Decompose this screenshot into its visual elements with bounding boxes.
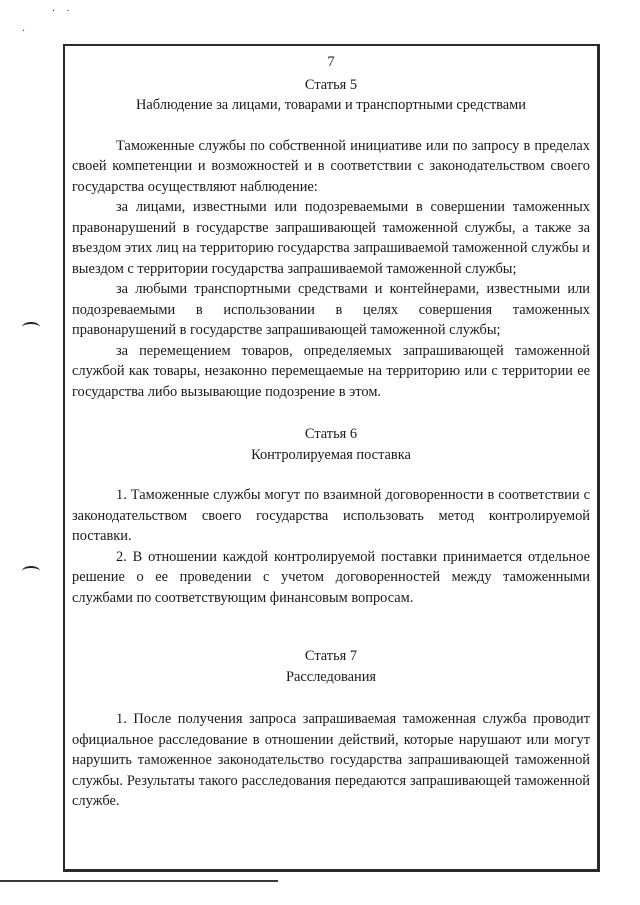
paragraph: за перемещением товаров, определяемых запрашивающей таможенной службой как товары, незаконно перемещаемые на территорию или с территории ее государства либо вызывающие подозрение в этом. — [72, 342, 590, 400]
article-title: Контролируемая поставка — [251, 446, 411, 463]
paragraph: за любыми транспортными средствами и контейнерами, известными или подозреваемыми в использовании в целях совершения таможенных правонарушений в государстве запрашивающей таможенной службы; — [72, 281, 590, 338]
article-title: Расследования — [285, 668, 377, 685]
paragraph: за лицами, известными или подозреваемыми в совершении таможенных правонарушений в государстве запрашивающей таможенной службы, а также за въездом этих лиц на территорию государства запрашиваемой таможенной службы и выездом с территории государства запрашиваемой таможенной службы; — [72, 199, 590, 277]
article-5 — [72, 75, 590, 403]
scan-speck: · · — [52, 6, 74, 17]
page-number: 7 — [327, 54, 335, 70]
paragraph: Таможенные службы по собственной инициативе или по запросу в пределах своей компетенции и возможностей и в соответствии с законодательством своего государства осуществляют наблюдение: — [72, 137, 590, 195]
article-6 — [72, 424, 590, 608]
bottom-rule — [0, 880, 278, 882]
article-number: Статья 5 — [304, 76, 358, 93]
paragraph: 1. После получения запроса запрашиваемая таможенная служба проводит официальное расследование в отношении действий, которые нарушают или могут нарушить таможенное законодательство государства запрашивающей таможенной службы. Результаты такого расследования передаются запрашивающей таможенной службе. — [72, 711, 590, 809]
scan-speck: · — [22, 26, 26, 37]
margin-pen-mark — [22, 566, 40, 576]
margin-pen-mark — [22, 322, 40, 332]
document-page — [72, 52, 590, 812]
article-7 — [72, 646, 590, 812]
paragraph: 1. Таможенные службы могут по взаимной договоренности в соответствии с законодательством своего государства использовать метод контролируемой поставки. — [72, 487, 590, 544]
paragraph: 2. В отношении каждой контролируемой поставки принимается отдельное решение о ее проведении с учетом договоренностей между таможенными службами по соответствующим финансовым вопросам. — [72, 548, 590, 606]
article-title: Наблюдение за лицами, товарами и транспортными средствами — [136, 97, 526, 113]
article-number: Статья 7 — [304, 648, 358, 664]
article-number: Статья 6 — [304, 426, 358, 442]
